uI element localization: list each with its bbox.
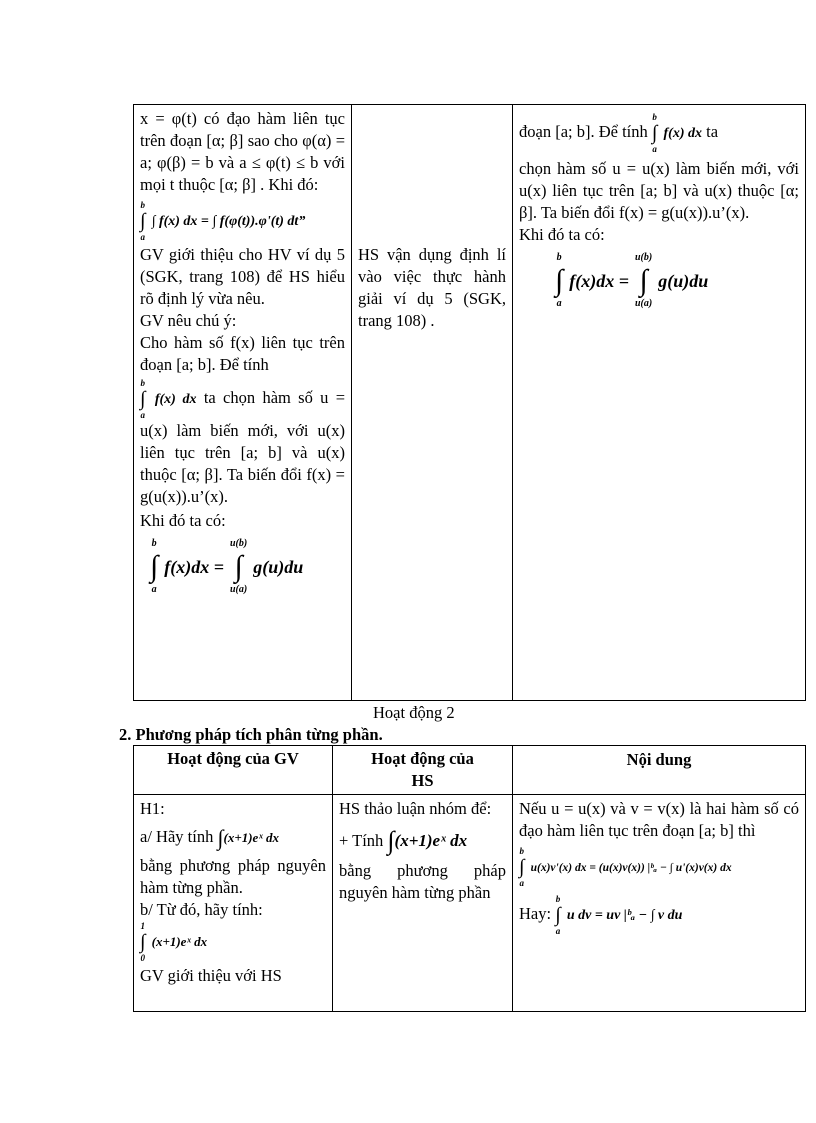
integral-sign-icon: b ∫ a [140,378,146,420]
note-text: Cho hàm số f(x) liên tục trên đoạn [a; b]. Để tính [140,333,345,374]
hs-method: bằng phương pháp nguyên hàm từng phần [339,861,506,902]
integral-sign-icon: b ∫ a [555,894,561,936]
content-text: chọn hàm số u = u(x) làm biến mới, với u(x) liên tục trên [a; b] và u(x) thuộc [α; β]. Ta biến đổi f(x) = g(u(x)).u’(x). [519,159,799,222]
theorem-text: x = φ(t) có đạo hàm liên tục trên đoạn [α; β] sao cho φ(α) = a; φ(β) = b và a ≤ φ(t) ≤ b với mọi t thuộc [α; β] . Khi đó: [140,109,345,194]
parts-formula: u(x)v'(x) dx = (u(x)v(x)) |ᵇₐ − ∫ u'(x)v(x) dx [530,861,732,874]
then-text: Khi đó ta có: [519,225,605,244]
integral-sign-icon: ∫ [217,825,224,850]
integral-sign-icon: b ∫ a [651,112,658,154]
table2-col1-cell: H1: a/ Hãy tính ∫(x+1)eˣ dx bằng phương pháp nguyên hàm từng phần. b/ Từ đó, hãy tính: 1 ∫ 0 (x+1)eˣ dx GV giới thiệu với HS [134,795,333,1012]
change-of-variable-formula: b ∫ a f(x)dx = u(b) ∫ u(a) g(u)du [555,252,709,309]
hs-apply-text: HS vận dụng định lí vào việc thực hành giải ví dụ 5 (SGK, trang 108) . [358,245,506,330]
note-title: GV nêu chú ý: [140,311,237,330]
header-content: Nội dung [513,746,806,795]
question-label: H1: [140,799,165,818]
question-a-rest: bằng phương pháp nguyên hàm từng phần. [140,856,326,897]
table1-col2-cell [352,105,513,701]
then-text: Khi đó ta có: [140,511,226,530]
header-gv: Hoạt động của GV [134,746,333,795]
table1-col1-cell [134,105,352,701]
inline-integral: (x+1)eˣ dx [223,830,279,845]
inline-integral: f(x) dx [154,391,197,407]
substitution-formula [140,200,345,242]
inline-integral: f(x) dx [663,125,702,141]
hs-discussion: HS thảo luận nhóm để: [339,799,492,818]
integral-sign-icon: u(b) ∫ u(a) [229,538,248,595]
example-intro: GV giới thiệu cho HV ví dụ 5 (SGK, trang 108) để HS hiểu rõ định lý vừa nêu. [140,245,345,308]
parts-formula-short: u dv = uv |ᵇₐ − ∫ v du [566,907,683,923]
parts-theorem: Nếu u = u(x) và v = v(x) là hai hàm số có đạo hàm liên tục trên đoạn [a; b] thì [519,799,799,840]
table2-col2-cell: HS thảo luận nhóm để: + Tính ∫(x+1)eˣ dx bằng phương pháp nguyên hàm từng phần [333,795,513,1012]
table1-col3-cell: đoạn [a; b]. Để tính b ∫ a f(x) dx ta chọn hàm số u = u(x) làm biến mới, với u(x) liên tục trên [a; b] và u(x) thuộc [α; β]. Ta biến đổi f(x) = g(u(x)).u’(x). Khi đó ta có: b ∫ a f(x)dx = u(b) ∫ u(a) g(u)du [513,105,806,701]
integral-sign-icon: b ∫ a [140,200,146,242]
inline-integral: (x+1)eˣ dx [394,831,468,850]
note-text-continued: ta chọn hàm số u = u(x) làm biến mới, với u(x) liên tục trên [a; b] và u(x) thuộc [α; β]. Ta biến đổi f(x) = g(u(x)).u’(x). [140,387,346,506]
table2-col3-cell [513,795,806,1012]
question-b: b/ Từ đó, hãy tính: [140,900,263,919]
hay-label: Hay: [519,903,552,923]
integral-sign-icon: b ∫ a [555,252,564,309]
integral-sign-icon: u(b) ∫ u(a) [634,252,653,309]
integral-sign-icon: ∫ [387,826,395,855]
definite-integral: (x+1)eˣ dx [151,933,208,949]
substitution-table [133,104,806,701]
integral-sign-icon: b ∫ a [150,538,159,595]
integral-sign-icon: b ∫ a [519,846,525,888]
substitution-formula-text: ∫ f(x) dx = ∫ f(φ(t)).φ'(t) dt” [151,213,306,229]
gv-intro: GV giới thiệu với HS [140,966,282,985]
integral-sign-icon: 1 ∫ 0 [140,921,146,963]
integration-by-parts-table [133,745,806,1012]
activity-caption: Hoạt động 2 [373,703,455,722]
section-heading: 2. Phương pháp tích phân từng phần. [119,725,383,744]
header-hs: Hoạt động của HS [333,746,513,795]
change-of-variable-formula: b ∫ a f(x)dx = u(b) ∫ u(a) g(u)du [150,538,304,595]
